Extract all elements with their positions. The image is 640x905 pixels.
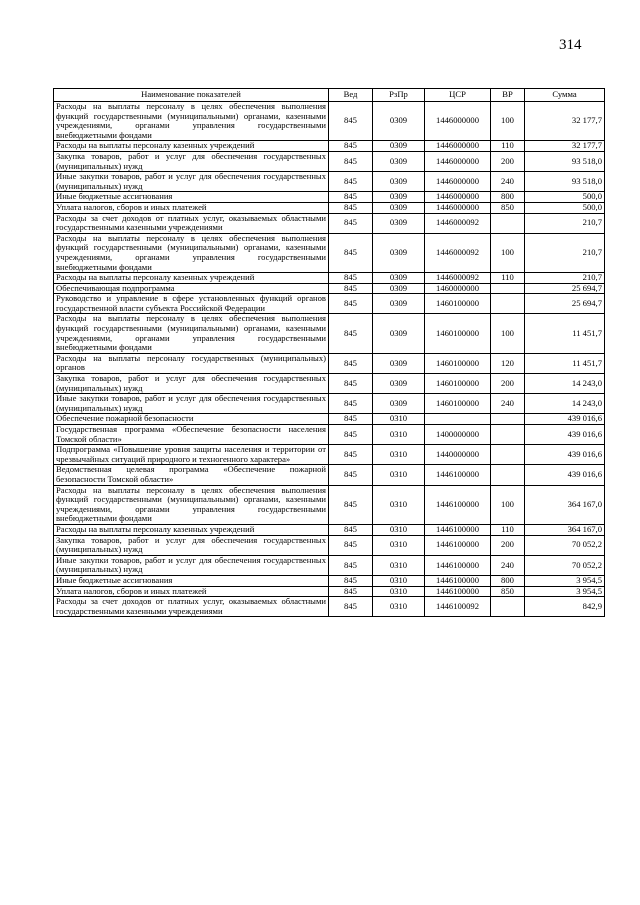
cell-rzpr: 0309: [373, 151, 425, 171]
cell-name: Расходы за счет доходов от платных услуг, оказываемых областными государственными казенными учреждениями: [54, 597, 329, 617]
table-row: [54, 414, 605, 425]
cell-ved: 845: [329, 445, 373, 465]
cell-sum: 11 451,7: [525, 314, 605, 353]
table-row: [54, 233, 605, 272]
cell-vr: 240: [491, 555, 525, 575]
cell-name: Расходы на выплаты персоналу в целях обеспечения выполнения функций государственными (муниципальными) органами, казенными учреждениями, органами управления государственными внебюджетными фондами: [54, 314, 329, 353]
cell-rzpr: 0309: [373, 172, 425, 192]
cell-name: Иные бюджетные ассигнования: [54, 575, 329, 586]
cell-vr: 240: [491, 394, 525, 414]
cell-sum: 25 694,7: [525, 283, 605, 294]
cell-rzpr: 0309: [373, 102, 425, 141]
cell-sum: 500,0: [525, 192, 605, 203]
cell-name: Расходы на выплаты персоналу казенных учреждений: [54, 273, 329, 284]
cell-vr: 110: [491, 141, 525, 152]
table-row: [54, 213, 605, 233]
cell-ved: 845: [329, 524, 373, 535]
table-row: [54, 445, 605, 465]
cell-vr: 100: [491, 102, 525, 141]
table-row: [54, 273, 605, 284]
cell-sum: 93 518,0: [525, 151, 605, 171]
header-ved: Вед: [329, 89, 373, 102]
header-csr: ЦСР: [425, 89, 491, 102]
cell-rzpr: 0309: [373, 314, 425, 353]
cell-sum: 32 177,7: [525, 102, 605, 141]
cell-sum: 364 167,0: [525, 485, 605, 524]
cell-vr: 240: [491, 172, 525, 192]
table-row: [54, 192, 605, 203]
cell-rzpr: 0309: [373, 294, 425, 314]
cell-rzpr: 0310: [373, 485, 425, 524]
cell-csr: 1446000000: [425, 192, 491, 203]
table-row: [54, 374, 605, 394]
cell-sum: 210,7: [525, 273, 605, 284]
cell-csr: 1400000000: [425, 425, 491, 445]
cell-name: Закупка товаров, работ и услуг для обеспечения государственных (муниципальных) нужд: [54, 374, 329, 394]
cell-sum: 25 694,7: [525, 294, 605, 314]
table-row: [54, 102, 605, 141]
cell-rzpr: 0310: [373, 535, 425, 555]
cell-ved: 845: [329, 172, 373, 192]
cell-csr: 1446100000: [425, 485, 491, 524]
table-row: [54, 294, 605, 314]
cell-name: Иные закупки товаров, работ и услуг для обеспечения государственных (муниципальных) нужд: [54, 394, 329, 414]
cell-name: Закупка товаров, работ и услуг для обеспечения государственных (муниципальных) нужд: [54, 535, 329, 555]
header-vr: ВР: [491, 89, 525, 102]
cell-ved: 845: [329, 202, 373, 213]
cell-rzpr: 0310: [373, 575, 425, 586]
cell-sum: 3 954,5: [525, 575, 605, 586]
cell-sum: 70 052,2: [525, 555, 605, 575]
cell-rzpr: 0309: [373, 273, 425, 284]
cell-csr: 1446100000: [425, 575, 491, 586]
cell-ved: 845: [329, 213, 373, 233]
cell-vr: 100: [491, 233, 525, 272]
cell-ved: 845: [329, 374, 373, 394]
cell-ved: 845: [329, 192, 373, 203]
cell-vr: [491, 283, 525, 294]
cell-sum: 14 243,0: [525, 394, 605, 414]
table-row: [54, 555, 605, 575]
cell-name: Ведомственная целевая программа «Обеспечение пожарной безопасности Томской области»: [54, 465, 329, 485]
cell-csr: 1446100000: [425, 524, 491, 535]
cell-name: Расходы на выплаты персоналу в целях обеспечения выполнения функций государственными (муниципальными) органами, казенными учреждениями, органами управления государственными внебюджетными фондами: [54, 485, 329, 524]
table-row: [54, 524, 605, 535]
cell-name: Государственная программа «Обеспечение безопасности населения Томской области»: [54, 425, 329, 445]
cell-sum: 93 518,0: [525, 172, 605, 192]
cell-csr: 1460100000: [425, 294, 491, 314]
cell-ved: 845: [329, 283, 373, 294]
cell-name: Расходы за счет доходов от платных услуг, оказываемых областными государственными казенными учреждениями: [54, 213, 329, 233]
cell-sum: 32 177,7: [525, 141, 605, 152]
cell-ved: 845: [329, 586, 373, 597]
cell-rzpr: 0309: [373, 353, 425, 373]
cell-sum: 3 954,5: [525, 586, 605, 597]
cell-vr: [491, 465, 525, 485]
cell-csr: 1446000000: [425, 141, 491, 152]
table-row: [54, 283, 605, 294]
cell-ved: 845: [329, 394, 373, 414]
cell-rzpr: 0310: [373, 445, 425, 465]
cell-vr: 850: [491, 202, 525, 213]
cell-name: Расходы на выплаты персоналу в целях обеспечения выполнения функций государственными (муниципальными) органами, казенными учреждениями, органами управления государственными внебюджетными фондами: [54, 102, 329, 141]
cell-ved: 845: [329, 575, 373, 586]
header-rzpr: РзПр: [373, 89, 425, 102]
table-row: [54, 586, 605, 597]
table-row: [54, 314, 605, 353]
cell-sum: 11 451,7: [525, 353, 605, 373]
cell-name: Уплата налогов, сборов и иных платежей: [54, 202, 329, 213]
cell-ved: 845: [329, 414, 373, 425]
cell-sum: 14 243,0: [525, 374, 605, 394]
cell-vr: 120: [491, 353, 525, 373]
cell-csr: 1446100000: [425, 555, 491, 575]
table-body: [54, 102, 605, 617]
header-name: Наименование показателей: [54, 89, 329, 102]
cell-ved: 845: [329, 151, 373, 171]
cell-csr: 1446100000: [425, 586, 491, 597]
cell-csr: 1446100000: [425, 535, 491, 555]
cell-vr: [491, 294, 525, 314]
cell-rzpr: 0310: [373, 465, 425, 485]
cell-ved: 845: [329, 535, 373, 555]
cell-name: Иные бюджетные ассигнования: [54, 192, 329, 203]
page-number: 314: [559, 37, 582, 53]
cell-csr: 1446000000: [425, 102, 491, 141]
cell-csr: [425, 414, 491, 425]
table-row: [54, 141, 605, 152]
cell-csr: 1460000000: [425, 283, 491, 294]
budget-table: [53, 88, 605, 617]
cell-name: Расходы на выплаты персоналу казенных учреждений: [54, 524, 329, 535]
cell-rzpr: 0310: [373, 524, 425, 535]
cell-csr: 1446000000: [425, 172, 491, 192]
cell-rzpr: 0310: [373, 597, 425, 617]
cell-csr: 1440000000: [425, 445, 491, 465]
cell-rzpr: 0310: [373, 414, 425, 425]
cell-csr: 1460100000: [425, 374, 491, 394]
cell-vr: 800: [491, 192, 525, 203]
cell-vr: [491, 597, 525, 617]
table-row: [54, 597, 605, 617]
cell-name: Руководство и управление в сфере установленных функций органов государственной власти субъекта Российской Федерации: [54, 294, 329, 314]
cell-csr: 1460100000: [425, 314, 491, 353]
cell-csr: 1446000092: [425, 233, 491, 272]
cell-rzpr: 0309: [373, 192, 425, 203]
cell-sum: 439 016,6: [525, 425, 605, 445]
cell-ved: 845: [329, 485, 373, 524]
cell-csr: 1446100092: [425, 597, 491, 617]
cell-sum: 70 052,2: [525, 535, 605, 555]
cell-vr: 100: [491, 485, 525, 524]
cell-name: Обеспечение пожарной безопасности: [54, 414, 329, 425]
cell-ved: 845: [329, 425, 373, 445]
table-row: [54, 425, 605, 445]
cell-rzpr: 0309: [373, 233, 425, 272]
table-row: [54, 575, 605, 586]
cell-vr: 800: [491, 575, 525, 586]
cell-sum: 500,0: [525, 202, 605, 213]
cell-ved: 845: [329, 141, 373, 152]
cell-sum: 842,9: [525, 597, 605, 617]
cell-rzpr: 0310: [373, 555, 425, 575]
cell-vr: 200: [491, 374, 525, 394]
cell-csr: 1446000000: [425, 202, 491, 213]
cell-vr: 110: [491, 524, 525, 535]
cell-ved: 845: [329, 233, 373, 272]
table-row: [54, 172, 605, 192]
table-row: [54, 394, 605, 414]
cell-rzpr: 0309: [373, 213, 425, 233]
cell-csr: 1446000092: [425, 273, 491, 284]
cell-rzpr: 0310: [373, 586, 425, 597]
cell-vr: 200: [491, 535, 525, 555]
cell-sum: 439 016,6: [525, 414, 605, 425]
cell-csr: 1460100000: [425, 353, 491, 373]
cell-name: Расходы на выплаты персоналу казенных учреждений: [54, 141, 329, 152]
cell-name: Уплата налогов, сборов и иных платежей: [54, 586, 329, 597]
cell-ved: 845: [329, 353, 373, 373]
cell-vr: 850: [491, 586, 525, 597]
cell-vr: 200: [491, 151, 525, 171]
table-row: [54, 202, 605, 213]
table-row: [54, 151, 605, 171]
table-row: [54, 485, 605, 524]
cell-vr: 100: [491, 314, 525, 353]
cell-vr: [491, 425, 525, 445]
cell-vr: [491, 414, 525, 425]
cell-csr: 1446000000: [425, 151, 491, 171]
cell-ved: 845: [329, 102, 373, 141]
cell-name: Закупка товаров, работ и услуг для обеспечения государственных (муниципальных) нужд: [54, 151, 329, 171]
cell-vr: [491, 213, 525, 233]
cell-rzpr: 0309: [373, 374, 425, 394]
cell-sum: 210,7: [525, 233, 605, 272]
cell-name: Иные закупки товаров, работ и услуг для обеспечения государственных (муниципальных) нужд: [54, 172, 329, 192]
cell-sum: 364 167,0: [525, 524, 605, 535]
cell-sum: 439 016,6: [525, 445, 605, 465]
cell-name: Расходы на выплаты персоналу в целях обеспечения выполнения функций государственными (муниципальными) органами, казенными учреждениями, органами управления государственными внебюджетными фондами: [54, 233, 329, 272]
cell-name: Обеспечивающая подпрограмма: [54, 283, 329, 294]
cell-sum: 210,7: [525, 213, 605, 233]
cell-rzpr: 0309: [373, 202, 425, 213]
cell-ved: 845: [329, 597, 373, 617]
cell-ved: 845: [329, 555, 373, 575]
cell-rzpr: 0309: [373, 141, 425, 152]
header-sum: Сумма: [525, 89, 605, 102]
cell-name: Иные закупки товаров, работ и услуг для обеспечения государственных (муниципальных) нужд: [54, 555, 329, 575]
cell-name: Подпрограмма «Повышение уровня защиты населения и территории от чрезвычайных ситуаций природного и техногенного характера»: [54, 445, 329, 465]
cell-ved: 845: [329, 314, 373, 353]
cell-csr: 1446000092: [425, 213, 491, 233]
table-row: [54, 465, 605, 485]
cell-sum: 439 016,6: [525, 465, 605, 485]
cell-rzpr: 0310: [373, 425, 425, 445]
cell-rzpr: 0309: [373, 394, 425, 414]
header-row: [54, 89, 605, 102]
table-row: [54, 353, 605, 373]
cell-ved: 845: [329, 273, 373, 284]
cell-rzpr: 0309: [373, 283, 425, 294]
table-row: [54, 535, 605, 555]
cell-ved: 845: [329, 465, 373, 485]
cell-ved: 845: [329, 294, 373, 314]
cell-csr: 1446100000: [425, 465, 491, 485]
cell-csr: 1460100000: [425, 394, 491, 414]
cell-vr: 110: [491, 273, 525, 284]
cell-name: Расходы на выплаты персоналу государственных (муниципальных) органов: [54, 353, 329, 373]
cell-vr: [491, 445, 525, 465]
